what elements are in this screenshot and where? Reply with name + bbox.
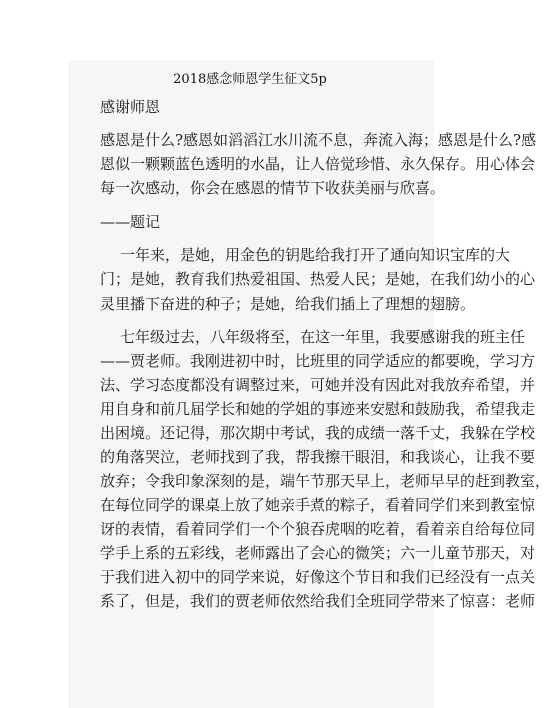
paragraph-line: 七年级过去，八年级将至，在这一年里，我要感谢我的班主任 (120, 328, 526, 346)
paragraph-line: 学手上系的五彩线，老师露出了会心的微笑；六一儿童节那天，对 (100, 544, 536, 562)
paragraph-line: 讶的表情，看着同学们一个个狼吞虎咽的吃着，看着亲自给每位同 (100, 520, 536, 538)
paragraph-line: 的角落哭泣，老师找到了我，帮我擦干眼泪，和我谈心，让我不要 (100, 448, 536, 466)
paragraph-line: 一年来，是她，用金色的钥匙给我打开了通向知识宝库的大 (120, 246, 511, 264)
epigraph-attribution: ——题记 (100, 213, 161, 231)
paragraph-line: 门；是她，教育我们热爱祖国、热爱人民；是她，在我们幼小的心 (100, 270, 536, 288)
paragraph-line: 放弃；令我印象深刻的是，端午节那天早上，老师早早的赶到教室， (100, 472, 550, 490)
paragraph-line: 灵里播下奋进的种子；是她，给我们插上了理想的翅膀。 (100, 295, 476, 313)
section-heading: 感谢师恩 (100, 98, 161, 116)
paragraph-line: 法、学习态度都没有调整过来，可她并没有因此对我放弃希望，并 (100, 376, 536, 394)
paragraph-line: 于我们进入初中的同学来说，好像这个节日和我们已经没有一点关 (100, 568, 536, 586)
paragraph-line: 出困境。还记得，那次期中考试，我的成绩一落千丈，我躲在学校 (100, 424, 536, 442)
paragraph-line: 恩似一颗颗蓝色透明的水晶，让人倍觉珍惜、永久保存。用心体会 (100, 155, 536, 173)
paragraph-line: 在每位同学的课桌上放了她亲手煮的粽子，看着同学们来到教室惊 (100, 496, 536, 514)
document-title: 2018感念师恩学生征文5p (173, 72, 327, 87)
paragraph-line: 感恩是什么?感恩如滔滔江水川流不息，奔流入海；感恩是什么?感 (100, 131, 537, 149)
paragraph-line: ——贾老师。我刚进初中时，比班里的同学适应的都要晚，学习方 (100, 352, 536, 370)
paragraph-line: 用自身和前几届学长和她的学姐的事迹来安慰和鼓励我，希望我走 (100, 400, 536, 418)
paragraph-line: 系了，但是，我们的贾老师依然给我们全班同学带来了惊喜：老师 (100, 592, 536, 610)
paragraph-line: 每一次感动，你会在感恩的情节下收获美丽与欣喜。 (100, 179, 446, 197)
